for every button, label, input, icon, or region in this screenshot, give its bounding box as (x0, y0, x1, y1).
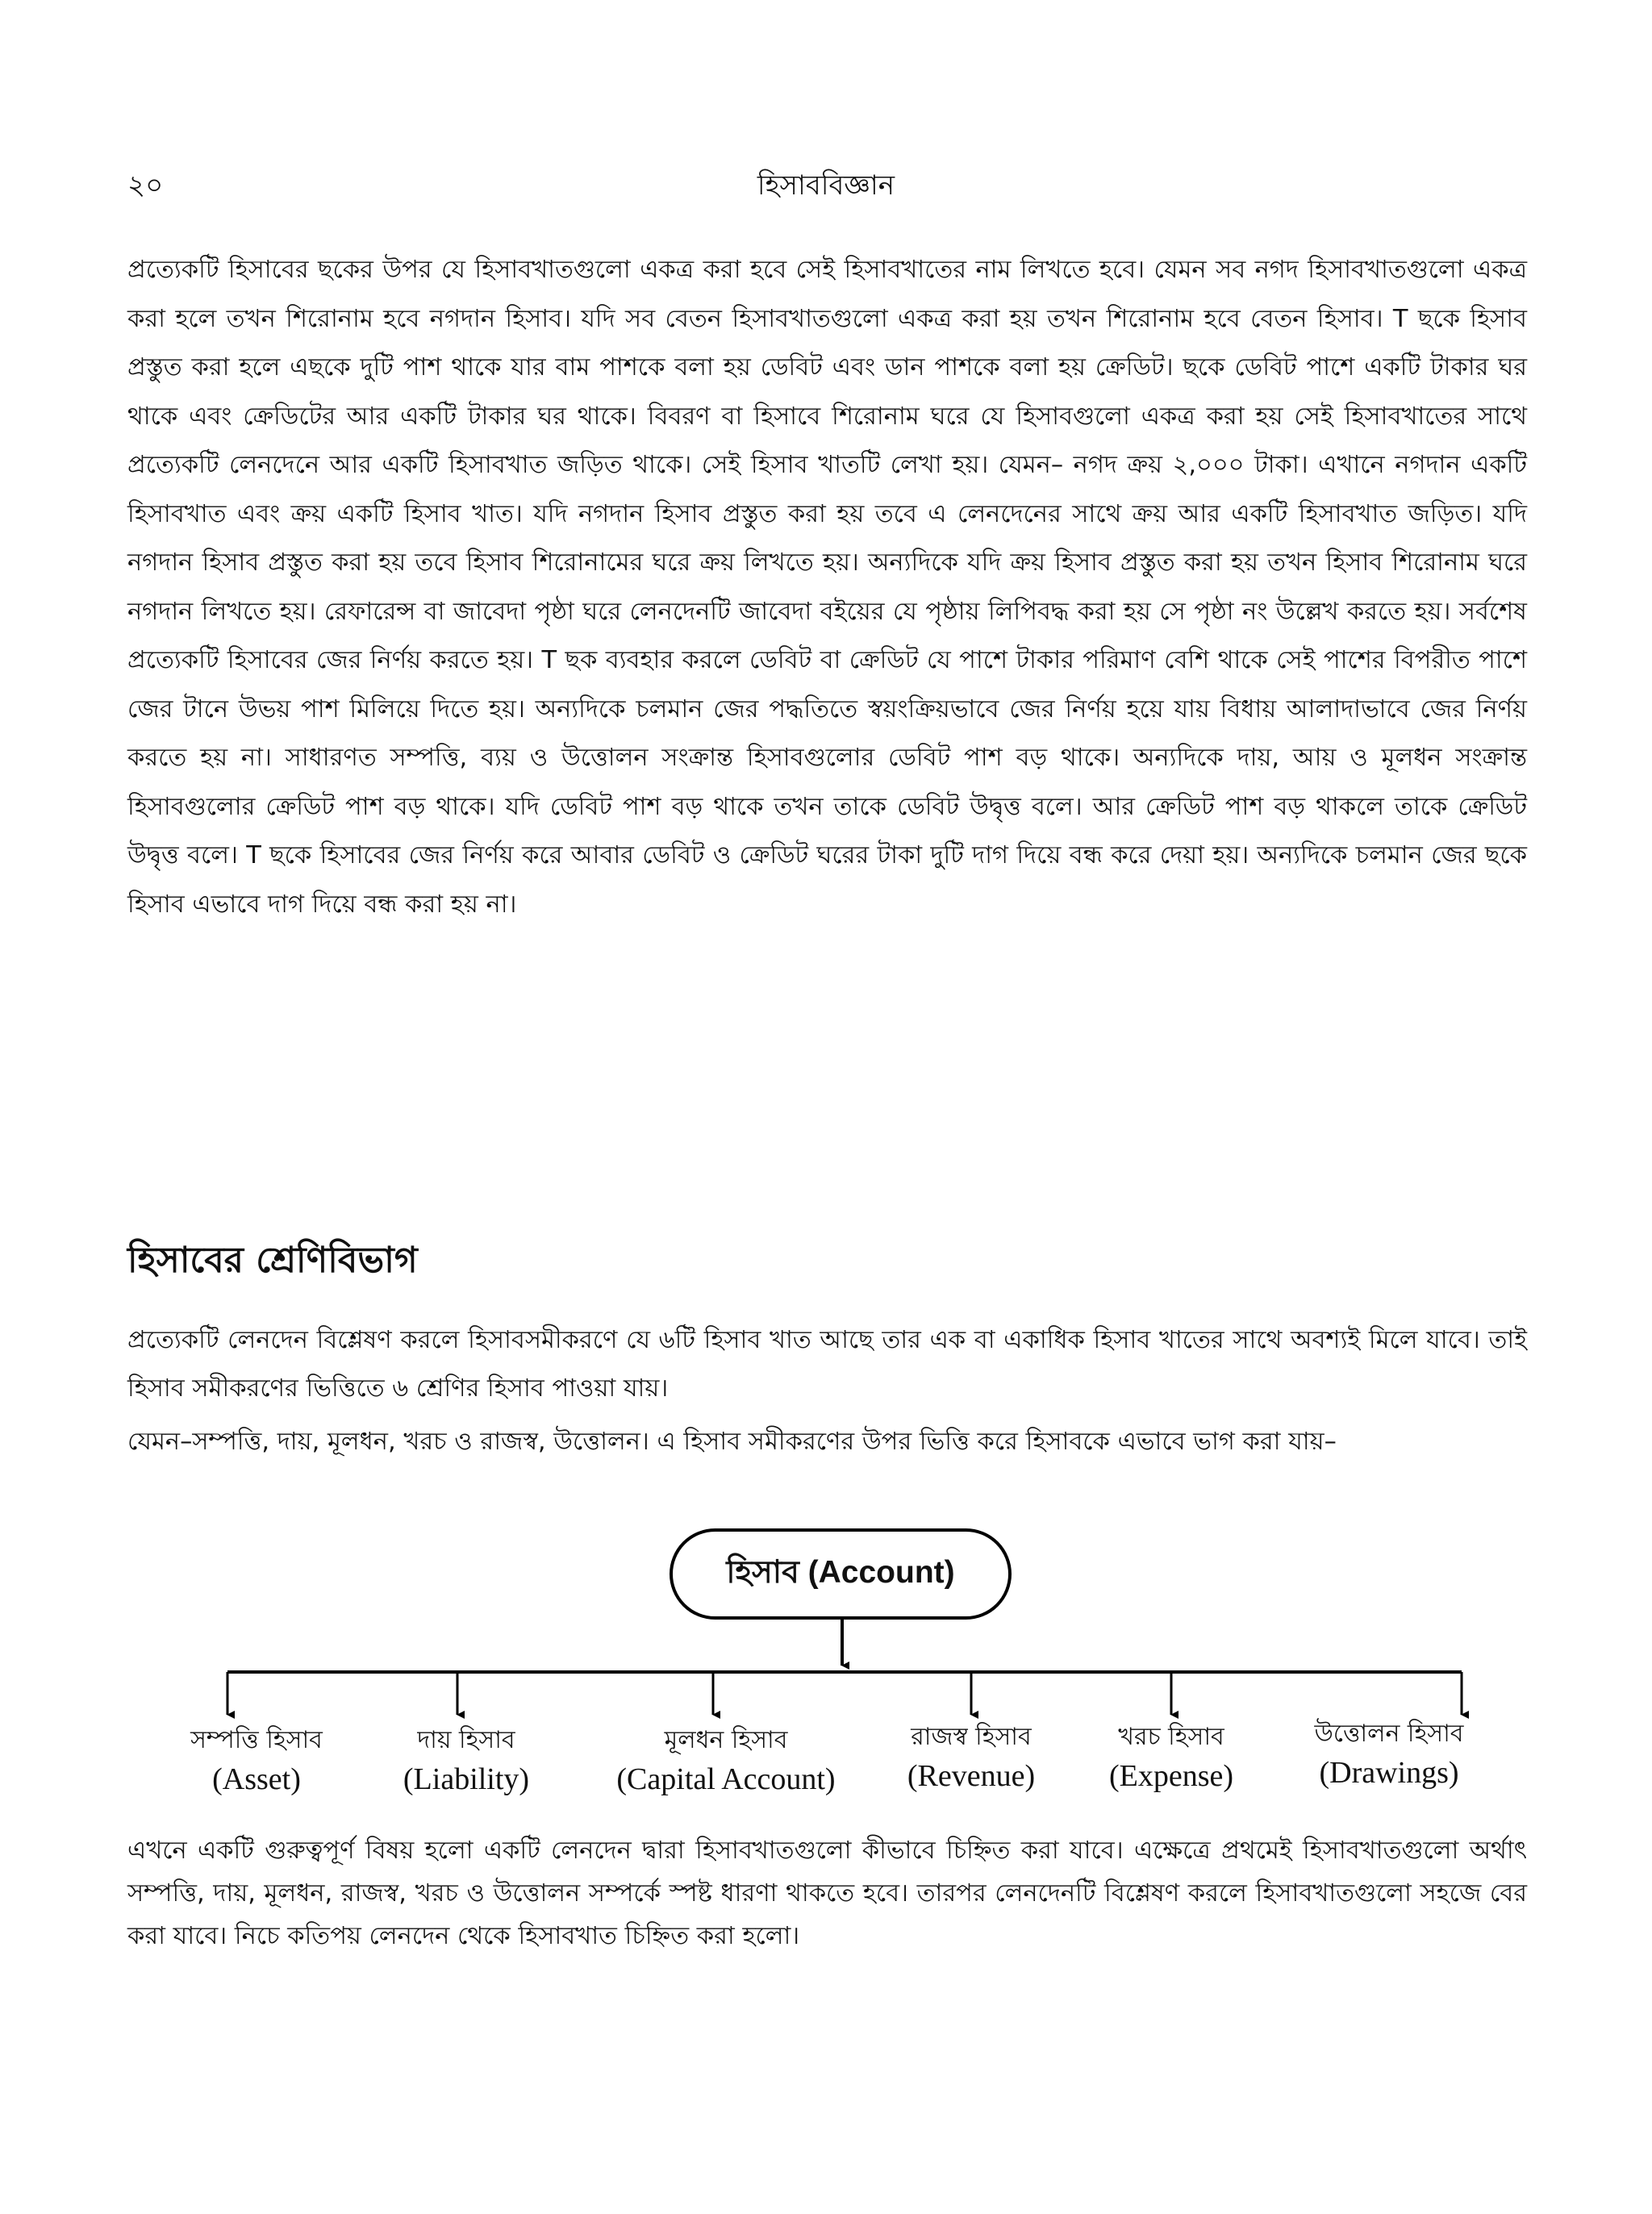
section-heading-classification: হিসাবের শ্রেণিবিভাগ (127, 1240, 418, 1281)
paragraph-six-accounts: প্রত্যেকটি লেনদেন বিশ্লেষণ করলে হিসাবসমীকরণে যে ৬টি হিসাব খাত আছে তার এক বা একাধিক হিসাব খাতের সাথে অবশ্যই মিলে যাবে। তাই হিসাব সমীকরণের ভিত্তিতে ৬ শ্রেণির হিসাব পাওয়া যায়। (127, 1326, 1527, 1403)
running-header-title: হিসাববিজ্ঞান (757, 169, 895, 202)
node-expense-en: (Expense) (1108, 1759, 1234, 1793)
paragraph-account-types-intro: যেমন–সম্পত্তি, দায়, মূলধন, খরচ ও রাজস্ব, উত্তোলন। এ হিসাব সমীকরণের উপর ভিত্তি করে হিসাবকে এভাবে ভাগ করা যায়– (127, 1428, 1337, 1456)
node-expense-bn: খরচ হিসাব (1118, 1723, 1224, 1751)
node-drawings (1268, 1715, 1510, 1792)
page-number: ২০ (127, 169, 164, 202)
root-account-box: হিসাব (Account) (670, 1528, 1012, 1620)
node-capital-en: (Capital Account) (616, 1762, 836, 1796)
node-liability-bn: দায় হিসাব (417, 1726, 515, 1754)
node-asset-en: (Asset) (212, 1762, 301, 1796)
node-asset (136, 1721, 378, 1799)
node-drawings-bn: উত্তোলন হিসাব (1314, 1720, 1464, 1748)
node-expense (1050, 1718, 1292, 1795)
node-drawings-en: (Drawings) (1319, 1756, 1459, 1790)
node-revenue-en: (Revenue) (907, 1759, 1036, 1793)
node-asset-bn: সম্পত্তি হিসাব (190, 1726, 323, 1754)
account-classification-diagram (0, 1516, 1652, 1807)
paragraph-identify-accounts: এখনে একটি গুরুত্বপূর্ণ বিষয় হলো একটি লেনদেন দ্বারা হিসাবখাতগুলো কীভাবে চিহ্নিত করা যাবে। এক্ষেত্রে প্রথমেই হিসাবখাতগুলো অর্থাৎ সম্পত্তি, দায়, মূলধন, রাজস্ব, খরচ ও উত্তোলন সম্পর্কে স্পষ্ট ধারণা থাকতে হবে। তারপর লেনদেনটি বিশ্লেষণ করলে হিসাবখাতগুলো সহজে বের করা যাবে। নিচে কতিপয় লেনদেন থেকে হিসাবখাত চিহ্নিত করা হলো। (127, 1837, 1527, 1950)
node-revenue-bn: রাজস্ব হিসাব (911, 1723, 1032, 1751)
node-liability-en: (Liability) (403, 1762, 530, 1796)
node-capital-bn: মূলধন হিসাব (664, 1726, 788, 1754)
paragraph-ledger-explanation: প্রত্যেকটি হিসাবের ছকের উপর যে হিসাবখাতগুলো একত্র করা হবে সেই হিসাবখাতের নাম লিখতে হবে। যেমন সব নগদ হিসাবখাতগুলো একত্র করা হলে তখন শিরোনাম হবে নগদান হিসাব। যদি সব বেতন হিসাবখাতগুলো একত্র করা হয় তখন শিরোনাম হবে বেতন হিসাব। T ছকে হিসাব প্রস্তুত করা হলে এছকে দুটি পাশ থাকে যার বাম পাশকে বলা হয় ডেবিট এবং ডান পাশকে বলা হয় ক্রেডিট। ছকে ডেবিট পাশে একটি টাকার ঘর থাকে এবং ক্রেডিটের আর একটি টাকার ঘর থাকে। বিবরণ বা হিসাবে শিরোনাম ঘরে যে হিসাবগুলো একত্র করা হয় সেই হিসাবখাতের সাথে প্রত্যেকটি লেনদেনে আর একটি হিসাবখাত জড়িত থাকে। সেই হিসাব খাতটি লেখা হয়। যেমন– নগদ ক্রয় ২,০০০ টাকা। এখানে নগদান একটি হিসাবখাত এবং ক্রয় একটি হিসাব খাত। যদি নগদান হিসাব প্রস্তুত করা হয় তবে এ লেনদেনের সাথে ক্রয় আর একটি হিসাবখাত জড়িত। যদি নগদান হিসাব প্রস্তুত করা হয় তবে হিসাব শিরোনামের ঘরে ক্রয় লিখতে হয়। অন্যদিকে যদি ক্রয় হিসাব প্রস্তুত করা হয় তখন হিসাব শিরোনাম ঘরে নগদান লিখতে হয়। রেফারেন্স বা জাবেদা পৃষ্ঠা ঘরে লেনদেনটি জাবেদা বইয়ের যে পৃষ্ঠায় লিপিবদ্ধ করা হয় সে পৃষ্ঠা নং উল্লেখ করতে হয়। সর্বশেষ প্রত্যেকটি হিসাবের জের নির্ণয় করতে হয়। T ছক ব্যবহার করলে ডেবিট বা ক্রেডিট যে পাশে টাকার পরিমাণ বেশি থাকে সেই পাশের বিপরীত পাশে জের টানে উভয় পাশ মিলিয়ে দিতে হয়। অন্যদিকে চলমান জের পদ্ধতিতে স্বয়ংক্রিয়ভাবে জের নির্ণয় হয়ে যায় বিধায় আলাদাভাবে জের নির্ণয় করতে হয় না। সাধারণত সম্পত্তি, ব্যয় ও উত্তোলন সংক্রান্ত হিসাবগুলোর ডেবিট পাশ বড় থাকে। অন্যদিকে দায়, আয় ও মূলধন সংক্রান্ত হিসাবগুলোর ক্রেডিট পাশ বড় থাকে। যদি ডেবিট পাশ বড় থাকে তখন তাকে ডেবিট উদ্বৃত্ত বলে। আর ক্রেডিট পাশ বড় থাকলে তাকে ক্রেডিট উদ্বৃত্ত বলে। T ছকে হিসাবের জের নির্ণয় করে আবার ডেবিট ও ক্রেডিট ঘরের টাকা দুটি দাগ দিয়ে বন্ধ করে দেয়া হয়। অন্যদিকে চলমান জের ছকে হিসাব এভাবে দাগ দিয়ে বন্ধ করা হয় না। (127, 256, 1527, 919)
node-liability (345, 1721, 587, 1799)
node-capital (597, 1721, 855, 1799)
